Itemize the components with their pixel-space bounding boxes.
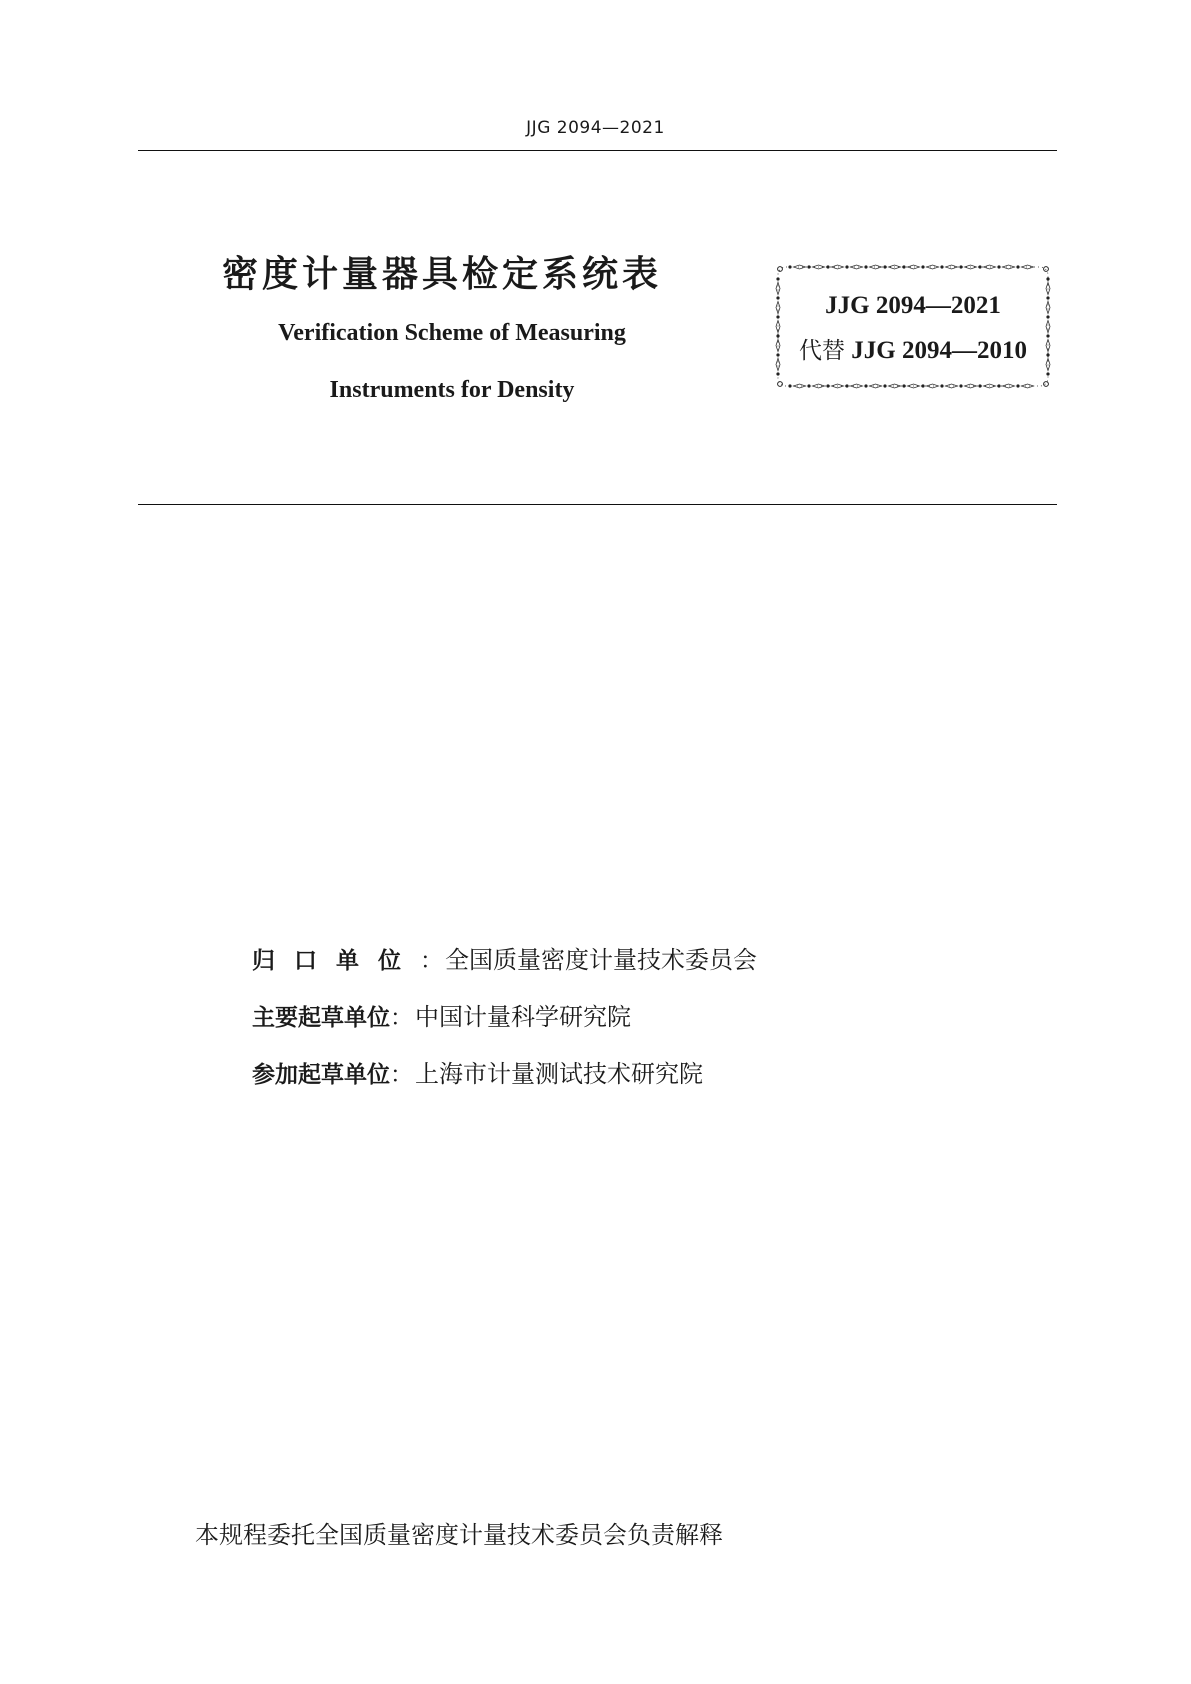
replaced-standard-code: JJG 2094—2010 [851,337,1027,364]
unit-row-main-drafter [252,997,757,1054]
unit-value: 中国计量科学研究院 [415,1003,631,1031]
standard-code: JJG 2094—2021 [825,292,1001,319]
title-english-line-1: Verification Scheme of Measuring [278,320,626,346]
running-header: JJG 2094—2021 [526,118,665,138]
unit-value: 全国质量密度计量技术委员会 [445,946,757,974]
unit-colon: ： [420,948,443,974]
standard-code-box [775,264,1051,389]
unit-value: 上海市计量测试技术研究院 [415,1060,703,1088]
replaces-line [775,332,1051,365]
unit-colon: ： [390,1005,413,1031]
header-rule [138,150,1057,151]
title-rule [138,504,1057,505]
interpretation-note: 本规程委托全国质量密度计量技术委员会负责解释 [195,1521,723,1549]
unit-label: 主要起草单位 [252,1005,390,1031]
unit-row-responsible [252,940,757,997]
unit-label: 归口单位 [252,948,420,974]
decorative-border [775,264,1051,389]
drafting-units [252,940,757,1111]
title-english-line-2: Instruments for Density [329,377,575,403]
unit-row-participating-drafter [252,1054,757,1111]
unit-label: 参加起草单位 [252,1062,390,1088]
replaces-label: 代替 [799,338,846,364]
unit-colon: ： [390,1062,413,1088]
title-chinese: 密度计量器具检定系统表 [222,254,663,295]
